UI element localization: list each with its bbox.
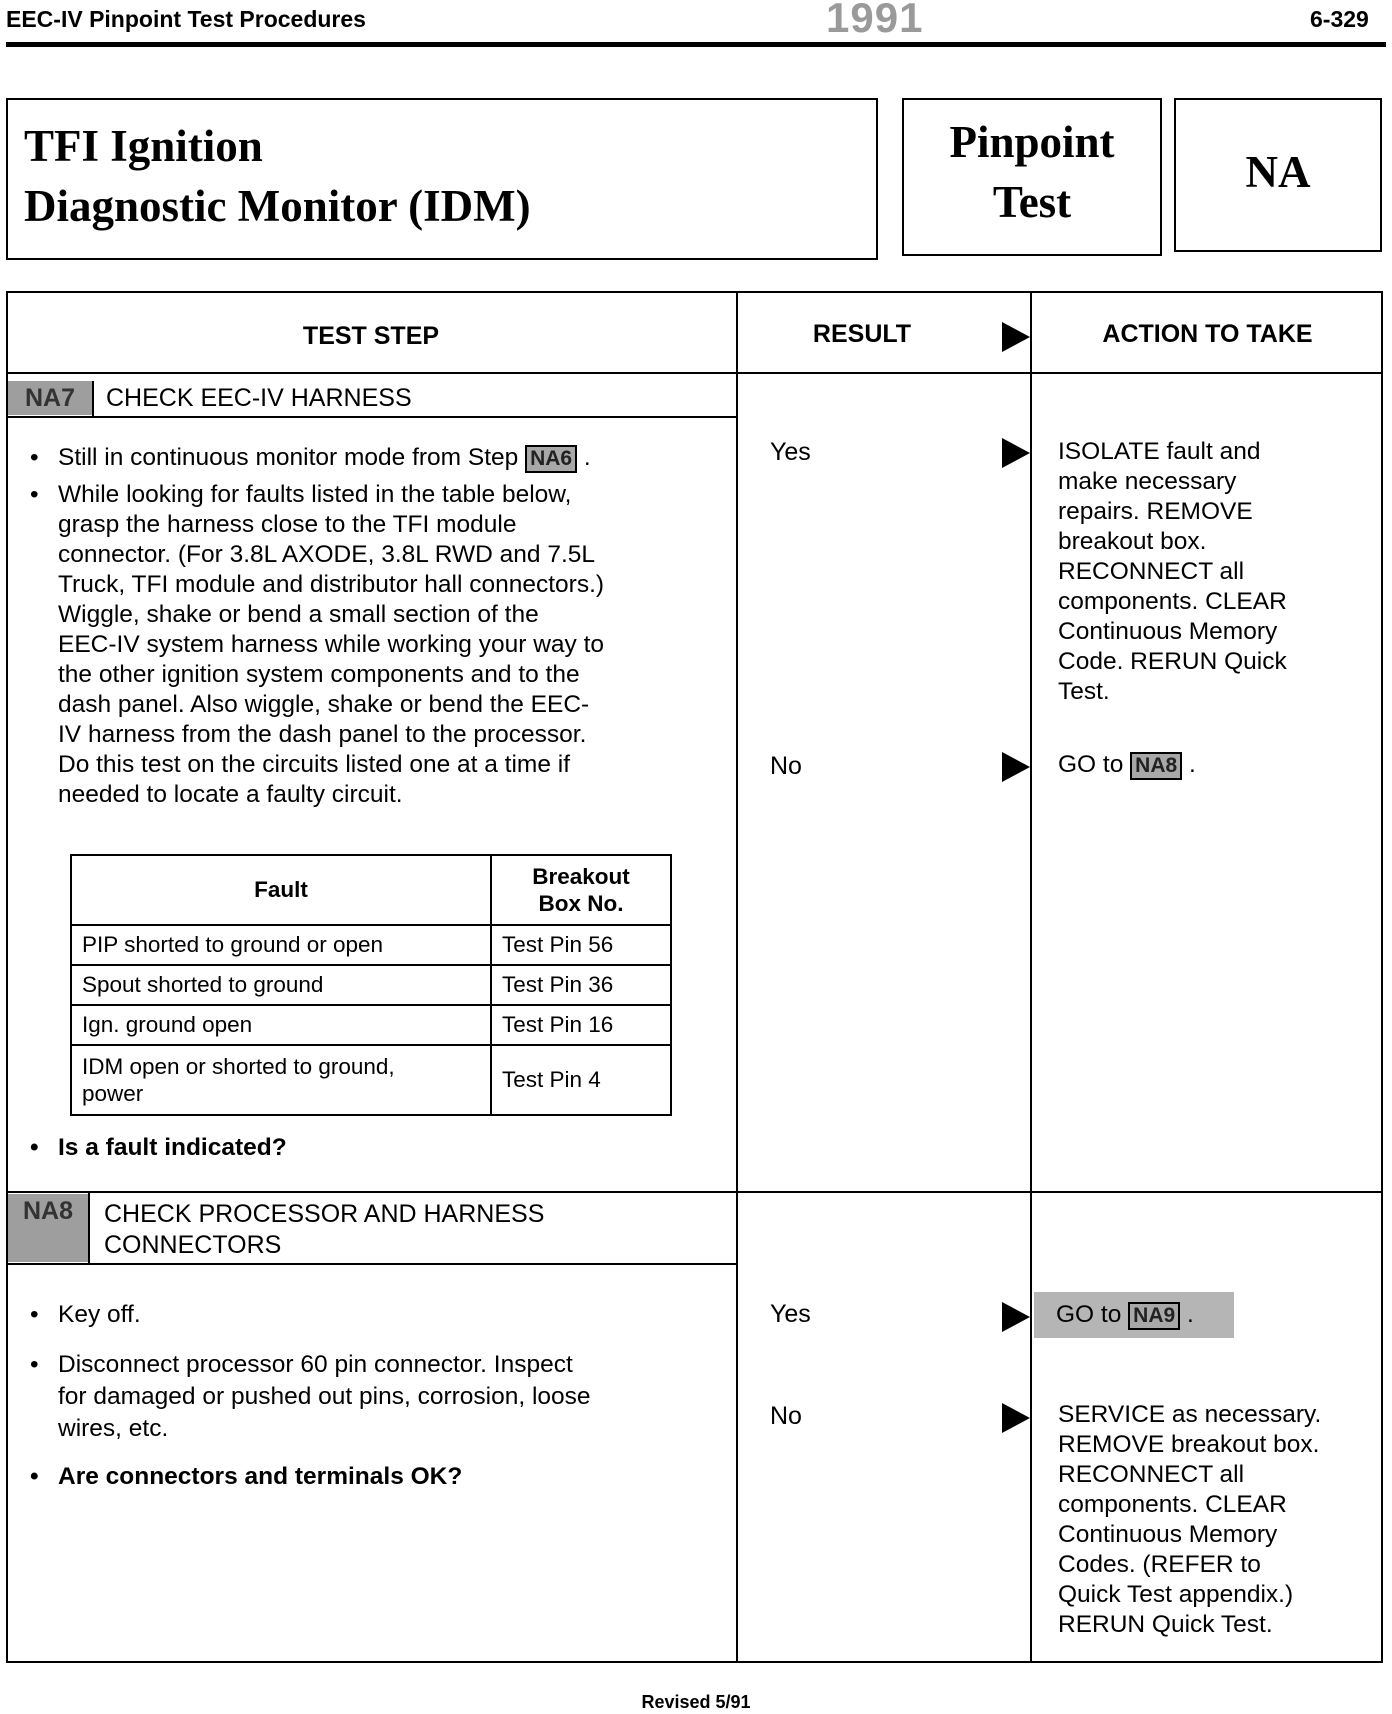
result-no: No (770, 752, 802, 780)
action-line: repairs. REMOVE (1058, 498, 1253, 525)
action-line: RECONNECT all (1058, 558, 1245, 585)
step-tag-na8 (8, 1194, 88, 1262)
table-row (71, 1045, 671, 1115)
action-service (1058, 1400, 1380, 1640)
bullet-text: Still in continuous monitor mode from Step (58, 444, 519, 471)
column-header-action: ACTION TO TAKE (1102, 320, 1313, 348)
step-title-underline (6, 416, 736, 418)
action-text: GO to (1056, 1301, 1122, 1328)
pinpoint-test-box (902, 98, 1162, 256)
action-isolate-fault (1058, 437, 1378, 707)
fault-line: power (82, 1081, 144, 1106)
step-ref-na8: NA8 (1130, 752, 1182, 780)
action-go-to-na9: GO to NA9 . (1034, 1292, 1234, 1338)
action-line: REMOVE breakout box. (1058, 1431, 1320, 1458)
header-rule (6, 42, 1386, 47)
fault-line: IDM open or shorted to ground, (82, 1054, 395, 1079)
table-row (71, 925, 671, 965)
action-line: SERVICE as necessary. (1058, 1401, 1322, 1428)
result-yes: Yes (770, 438, 811, 466)
test-label: Test (992, 177, 1072, 227)
fault-table (70, 854, 672, 1116)
action-line: components. CLEAR (1058, 588, 1287, 615)
action-line: breakout box. (1058, 528, 1207, 555)
bullet-line: Truck, TFI module and distributor hall connectors.) (58, 571, 605, 598)
pinpoint-label: Pinpoint (949, 117, 1115, 167)
step-title-na7: CHECK EEC-IV HARNESS (106, 384, 412, 412)
bullet-line: Do this test on the circuits listed one at a time if (58, 751, 571, 778)
bullet-line: Disconnect processor 60 pin connector. Inspect (58, 1351, 573, 1378)
arrow-right-icon (1002, 1302, 1030, 1332)
title-line-1: TFI Ignition (24, 121, 263, 171)
header-row-divider (6, 372, 1383, 374)
fault-table-header-fault: Fault (71, 855, 491, 925)
result-yes: Yes (770, 1300, 811, 1328)
result-no: No (770, 1402, 802, 1430)
question-text: Are connectors and terminals OK? (58, 1463, 463, 1490)
action-line: RECONNECT all (1058, 1461, 1245, 1488)
fault-cell: PIP shorted to ground or open (71, 925, 491, 965)
bullet-line: for damaged or pushed out pins, corrosion, loose (58, 1383, 591, 1410)
pin-cell: Test Pin 4 (491, 1045, 671, 1115)
fault-cell: Spout shorted to ground (71, 965, 491, 1005)
header-title: EEC-IV Pinpoint Test Procedures (6, 6, 366, 32)
column-header-result: RESULT (812, 320, 912, 348)
test-code: NA (1245, 147, 1311, 197)
bullet-line: IV harness from the dash panel to the processor. (58, 721, 587, 748)
table-row (71, 965, 671, 1005)
footer-revised: Revised 5/91 (641, 1692, 751, 1712)
action-line: ISOLATE fault and (1058, 438, 1261, 465)
action-go-to-na8: GO to NA8 . (1058, 751, 1196, 778)
action-line: Codes. (REFER to (1058, 1551, 1261, 1578)
bullet-line: needed to locate a faulty circuit. (58, 781, 403, 808)
step-ref-na9: NA9 (1128, 1302, 1180, 1330)
arrow-right-icon (1002, 1403, 1030, 1433)
step-tag-divider (88, 1193, 90, 1263)
bullet-line: While looking for faults listed in the table below, (58, 481, 572, 508)
action-line: make necessary (1058, 468, 1237, 495)
table-row (71, 1005, 671, 1045)
action-text: GO to (1058, 751, 1124, 778)
fault-cell: Ign. ground open (71, 1005, 491, 1045)
column-divider-2 (1030, 291, 1032, 1663)
bullet-line: grasp the harness close to the TFI module (58, 511, 517, 538)
bullet-text: Key off. (58, 1301, 141, 1328)
bullet-line: connector. (For 3.8L AXODE, 3.8L RWD and 7.5L (58, 541, 596, 568)
action-line: RERUN Quick Test. (1058, 1611, 1273, 1638)
bullet-line: the other ignition system components and to the (58, 661, 580, 688)
step-title-na8 (104, 1199, 544, 1261)
step-divider (6, 1191, 1383, 1193)
bullet-line: wires, etc. (58, 1415, 169, 1442)
step-tag-divider (92, 381, 94, 417)
title-line-2: Diagnostic Monitor (IDM) (24, 181, 531, 231)
step-tag-label: NA8 (22, 1197, 73, 1225)
fault-table-header-breakout (491, 855, 671, 925)
action-line: Continuous Memory (1058, 618, 1278, 645)
page-number: 6-329 (1310, 6, 1369, 32)
header-line: Breakout (532, 864, 630, 889)
question-text: Is a fault indicated? (58, 1134, 287, 1161)
step-title-line: CONNECTORS (104, 1231, 282, 1259)
action-line: components. CLEAR (1058, 1491, 1287, 1518)
arrow-right-icon (1002, 438, 1030, 468)
pin-cell: Test Pin 16 (491, 1005, 671, 1045)
column-header-test-step: TEST STEP (302, 322, 440, 350)
header-year: 1991 (826, 0, 924, 41)
step-ref-na6: NA6 (525, 445, 577, 473)
fault-cell (71, 1045, 491, 1115)
action-line: Code. RERUN Quick (1058, 648, 1287, 675)
step-title-underline (6, 1263, 736, 1265)
pin-cell: Test Pin 36 (491, 965, 671, 1005)
bullet-line: EEC-IV system harness while working your way to (58, 631, 604, 658)
arrow-right-icon (1002, 752, 1030, 782)
test-code-box (1174, 98, 1382, 252)
title-box (6, 98, 878, 260)
header-line: Box No. (538, 891, 624, 916)
pin-cell: Test Pin 56 (491, 925, 671, 965)
arrow-right-icon (1002, 322, 1030, 352)
action-line: Quick Test appendix.) (1058, 1581, 1294, 1608)
action-line: Test. (1058, 678, 1110, 705)
step-title-line: CHECK PROCESSOR AND HARNESS (104, 1200, 545, 1228)
bullet-line: Wiggle, shake or bend a small section of the (58, 601, 539, 628)
action-line: Continuous Memory (1058, 1521, 1278, 1548)
step-tag-na7: NA7 (8, 381, 92, 415)
bullet-line: dash panel. Also wiggle, shake or bend the EEC- (58, 691, 590, 718)
